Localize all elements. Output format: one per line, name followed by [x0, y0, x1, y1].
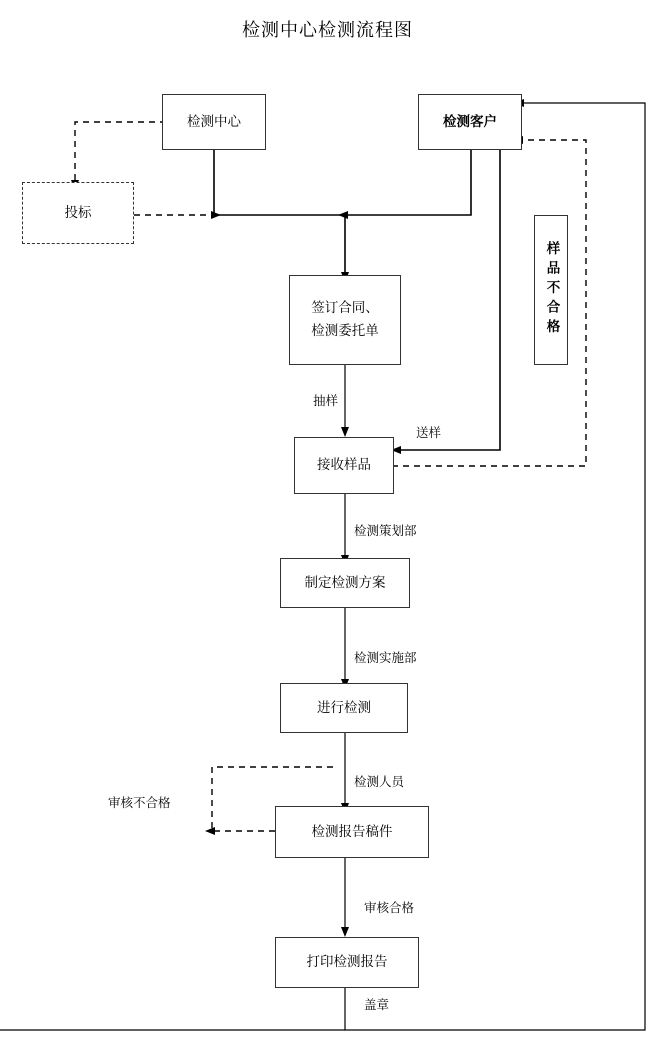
wire-client-to-bus: [345, 150, 471, 215]
node-contract-label-line2: 检测委托单: [311, 323, 379, 338]
node-sample-reject[interactable]: [534, 215, 568, 365]
edge-label-stamp: 盖章: [362, 995, 391, 1013]
node-bid-label: 投标: [64, 204, 92, 220]
edge-label-review-pass: 审核合格: [362, 898, 416, 916]
arrow-into-bus-left: [211, 211, 221, 219]
edge-label-sampling: 抽样: [311, 391, 340, 409]
arrow-review-fail: [205, 827, 215, 835]
node-draft-label: 检测报告稿件: [311, 823, 393, 839]
arrow-into-bus-right: [338, 211, 348, 219]
edge-label-review-fail: 审核不合格: [106, 793, 173, 811]
node-sample-reject-label: 样品不合格: [544, 241, 560, 339]
node-plan-label: 制定检测方案: [304, 574, 386, 590]
node-bid[interactable]: [22, 182, 134, 244]
node-center[interactable]: [162, 94, 266, 150]
edge-label-planning-dept: 检测策划部: [352, 521, 419, 539]
node-test-label: 进行检测: [317, 699, 371, 715]
wire-center-to-bus: [214, 150, 345, 215]
node-test[interactable]: [280, 683, 408, 733]
node-plan[interactable]: [280, 558, 410, 608]
edge-label-execution-dept: 检测实施部: [352, 648, 419, 666]
node-receive[interactable]: [294, 437, 394, 494]
edge-label-inspector: 检测人员: [352, 772, 406, 790]
arrow-draft-to-print: [341, 927, 349, 937]
edge-label-send-sample: 送样: [414, 423, 443, 441]
page-title: 检测中心检测流程图: [242, 20, 413, 40]
arrow-contract-to-receive: [341, 427, 349, 437]
node-receive-label: 接收样品: [317, 457, 371, 473]
node-draft[interactable]: [275, 806, 429, 858]
node-contract[interactable]: [289, 275, 401, 365]
node-center-label: 检测中心: [187, 113, 241, 129]
node-contract-label-line1: 签订合同、: [311, 300, 379, 316]
node-print-label: 打印检测报告: [306, 954, 388, 970]
wire-client-to-receive: [398, 150, 500, 450]
node-print[interactable]: [275, 937, 419, 988]
node-client[interactable]: [418, 94, 522, 150]
node-client-label: 检测客户: [443, 113, 497, 129]
wire-center-to-bid: [75, 122, 166, 182]
